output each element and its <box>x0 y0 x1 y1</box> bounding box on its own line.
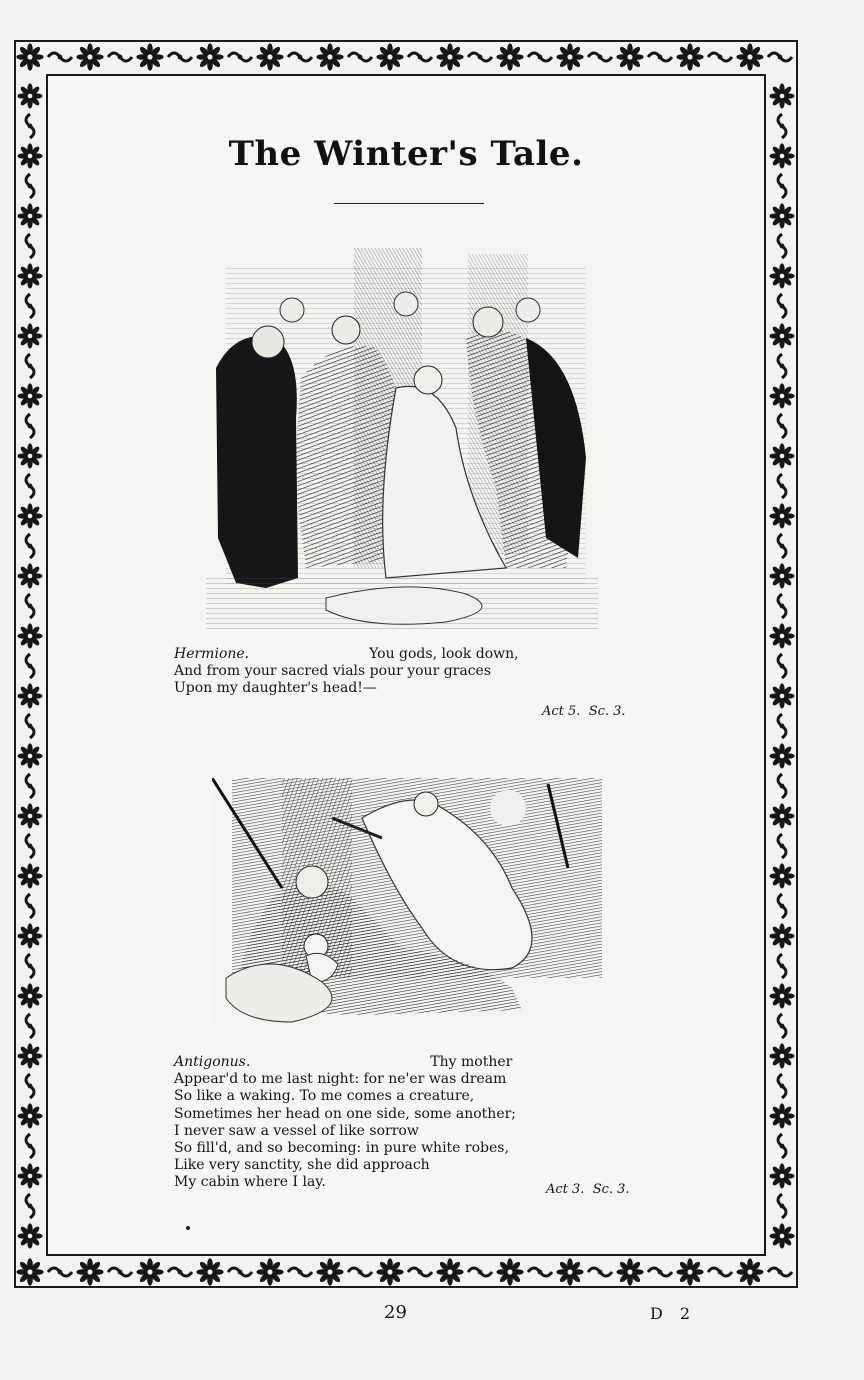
scroll-ornament-dot <box>780 784 785 789</box>
scroll-ornament-dot <box>780 364 785 369</box>
scroll-ornament-dot <box>780 544 785 549</box>
act-label: Act 3. <box>546 1182 585 1197</box>
rosette-ornament <box>496 1258 523 1285</box>
rosette-ornament <box>436 1258 463 1285</box>
scroll-ornament-dot <box>780 844 785 849</box>
rosette-ornament <box>556 1258 583 1285</box>
rosette-ornament <box>769 1223 794 1248</box>
scroll-ornament-dot <box>358 1270 363 1275</box>
scroll-ornament-dot <box>778 55 783 60</box>
scroll-ornament-dot <box>780 664 785 669</box>
rosette-ornament <box>17 443 42 468</box>
scroll-ornament-dot <box>780 1144 785 1149</box>
scroll-ornament-dot <box>238 55 243 60</box>
scroll-ornament-dot <box>780 604 785 609</box>
scroll-ornament-dot <box>780 424 785 429</box>
scroll-ornament-dot <box>28 724 33 729</box>
rosette-ornament <box>256 43 283 70</box>
verse-line: You gods, look down, <box>369 646 519 662</box>
rosette-ornament <box>17 863 42 888</box>
rosette-ornament <box>496 43 523 70</box>
scroll-ornament-dot <box>28 604 33 609</box>
rosette-ornament <box>17 263 42 288</box>
rosette-ornament <box>17 983 42 1008</box>
scroll-ornament-dot <box>780 1084 785 1089</box>
verse-hermione <box>174 646 644 698</box>
rosette-ornament <box>16 1258 43 1285</box>
rosette-ornament <box>17 323 42 348</box>
rosette-ornament <box>556 43 583 70</box>
scene-label: Sc. 3. <box>588 704 626 719</box>
scroll-ornament-dot <box>418 55 423 60</box>
act-scene-reference <box>546 1182 630 1197</box>
printer-signature: D 2 <box>650 1304 697 1323</box>
verse-line: Like very sanctity, she did approach <box>174 1157 430 1174</box>
ornament-border-bottom <box>14 1255 798 1289</box>
rosette-ornament <box>769 203 794 228</box>
scroll-ornament-dot <box>718 55 723 60</box>
verse-line: My cabin where I lay. <box>174 1174 326 1191</box>
rosette-ornament <box>136 1258 163 1285</box>
speaker-name: Hermione. <box>174 646 250 662</box>
scroll-ornament-dot <box>28 1084 33 1089</box>
scroll-ornament-dot <box>780 1024 785 1029</box>
rosette-ornament <box>316 43 343 70</box>
rosette-ornament <box>769 323 794 348</box>
rosette-ornament <box>616 43 643 70</box>
scroll-ornament-dot <box>28 964 33 969</box>
rosette-ornament <box>769 503 794 528</box>
verse-line: Sometimes her head on one side, some another; <box>174 1105 517 1122</box>
verse-line: Appear'd to me last night: for ne'er was dream <box>174 1071 507 1088</box>
rosette-ornament <box>769 383 794 408</box>
scroll-ornament-dot <box>178 1270 183 1275</box>
verse-line: So like a waking. To me comes a creature, <box>174 1088 475 1105</box>
rosette-ornament <box>17 1163 42 1188</box>
rosette-ornament <box>196 43 223 70</box>
engraving-antigonus-scene <box>212 778 602 1026</box>
verse-first-line <box>174 1054 644 1071</box>
verse-line: Thy mother <box>430 1054 513 1070</box>
scroll-ornament-dot <box>778 1270 783 1275</box>
verse-antigonus <box>174 1054 644 1192</box>
ornament-border-right <box>766 74 798 1256</box>
rosette-ornament <box>136 43 163 70</box>
scroll-ornament-dot <box>28 1144 33 1149</box>
scroll-ornament-dot <box>418 1270 423 1275</box>
rosette-ornament <box>769 623 794 648</box>
rosette-ornament <box>769 443 794 468</box>
scroll-ornament-dot <box>28 364 33 369</box>
scroll-ornament-dot <box>28 124 33 129</box>
rosette-ornament <box>736 1258 763 1285</box>
scroll-ornament-dot <box>538 1270 543 1275</box>
engraving-hermione-scene <box>206 238 598 630</box>
scene-label: Sc. 3. <box>592 1182 630 1197</box>
scroll-ornament-dot <box>780 484 785 489</box>
rosette-ornament <box>17 563 42 588</box>
scroll-ornament-dot <box>298 1270 303 1275</box>
act-label: Act 5. <box>542 704 581 719</box>
scroll-ornament-dot <box>780 244 785 249</box>
scroll-ornament-dot <box>538 55 543 60</box>
page-title: The Winter's Tale. <box>228 134 584 174</box>
scroll-ornament-dot <box>298 55 303 60</box>
verse-first-line <box>174 646 644 663</box>
scroll-ornament-dot <box>28 1024 33 1029</box>
scroll-ornament-dot <box>780 124 785 129</box>
rosette-ornament <box>769 863 794 888</box>
scroll-ornament-dot <box>598 1270 603 1275</box>
scroll-ornament-dot <box>28 904 33 909</box>
rosette-ornament <box>17 1223 42 1248</box>
verse-line: And from your sacred vials pour your graces <box>174 663 492 680</box>
scroll-ornament-dot <box>780 964 785 969</box>
scroll-ornament-dot <box>58 55 63 60</box>
rosette-ornament <box>676 43 703 70</box>
rosette-ornament <box>76 43 103 70</box>
rosette-ornament <box>769 83 794 108</box>
scroll-ornament-dot <box>780 304 785 309</box>
rosette-ornament <box>17 623 42 648</box>
scroll-ornament-dot <box>118 1270 123 1275</box>
rosette-ornament <box>196 1258 223 1285</box>
scroll-ornament-dot <box>28 304 33 309</box>
scroll-ornament-dot <box>28 1204 33 1209</box>
rosette-ornament <box>17 1103 42 1128</box>
scroll-ornament-dot <box>718 1270 723 1275</box>
rosette-ornament <box>769 923 794 948</box>
scroll-ornament-dot <box>28 544 33 549</box>
rosette-ornament <box>769 563 794 588</box>
scroll-ornament-dot <box>28 484 33 489</box>
rosette-ornament <box>376 1258 403 1285</box>
scroll-ornament-dot <box>658 55 663 60</box>
act-scene-reference <box>542 704 626 719</box>
rosette-ornament <box>17 383 42 408</box>
scroll-ornament-dot <box>28 844 33 849</box>
rosette-ornament <box>316 1258 343 1285</box>
scroll-ornament-dot <box>780 184 785 189</box>
rosette-ornament <box>16 43 43 70</box>
scroll-ornament-dot <box>118 55 123 60</box>
title-rule <box>334 203 484 204</box>
rosette-ornament <box>616 1258 643 1285</box>
rosette-ornament <box>17 143 42 168</box>
scroll-ornament-dot <box>658 1270 663 1275</box>
scroll-ornament-dot <box>780 904 785 909</box>
rosette-ornament <box>17 1043 42 1068</box>
rosette-ornament <box>17 923 42 948</box>
page-number: 29 <box>384 1302 407 1323</box>
ink-dot <box>186 1226 190 1230</box>
scroll-ornament-dot <box>238 1270 243 1275</box>
scroll-ornament-dot <box>478 1270 483 1275</box>
verse-line: Upon my daughter's head!— <box>174 680 377 697</box>
rosette-ornament <box>17 803 42 828</box>
rosette-ornament <box>769 263 794 288</box>
ornament-border-top <box>14 40 798 74</box>
rosette-ornament <box>17 83 42 108</box>
scroll-ornament-dot <box>178 55 183 60</box>
rosette-ornament <box>736 43 763 70</box>
rosette-ornament <box>769 1043 794 1068</box>
rosette-ornament <box>769 143 794 168</box>
rosette-ornament <box>769 743 794 768</box>
rosette-ornament <box>256 1258 283 1285</box>
speaker-name: Antigonus. <box>174 1054 251 1070</box>
scroll-ornament-dot <box>28 184 33 189</box>
rosette-ornament <box>17 743 42 768</box>
rosette-ornament <box>76 1258 103 1285</box>
scroll-ornament-dot <box>58 1270 63 1275</box>
scroll-ornament-dot <box>28 424 33 429</box>
scroll-ornament-dot <box>28 784 33 789</box>
scroll-ornament-dot <box>478 55 483 60</box>
rosette-ornament <box>769 1163 794 1188</box>
scroll-ornament-dot <box>28 244 33 249</box>
scroll-ornament-dot <box>358 55 363 60</box>
ornament-border-left <box>14 74 46 1256</box>
rosette-ornament <box>17 503 42 528</box>
verse-line: I never saw a vessel of like sorrow <box>174 1122 419 1139</box>
scroll-ornament-dot <box>598 55 603 60</box>
rosette-ornament <box>376 43 403 70</box>
scroll-ornament-dot <box>780 1204 785 1209</box>
rosette-ornament <box>769 683 794 708</box>
scroll-ornament-dot <box>780 724 785 729</box>
scroll-ornament-dot <box>28 664 33 669</box>
rosette-ornament <box>17 683 42 708</box>
rosette-ornament <box>436 43 463 70</box>
rosette-ornament <box>676 1258 703 1285</box>
rosette-ornament <box>769 1103 794 1128</box>
verse-line: So fill'd, and so becoming: in pure white robes, <box>174 1140 509 1157</box>
rosette-ornament <box>17 203 42 228</box>
rosette-ornament <box>769 983 794 1008</box>
rosette-ornament <box>769 803 794 828</box>
